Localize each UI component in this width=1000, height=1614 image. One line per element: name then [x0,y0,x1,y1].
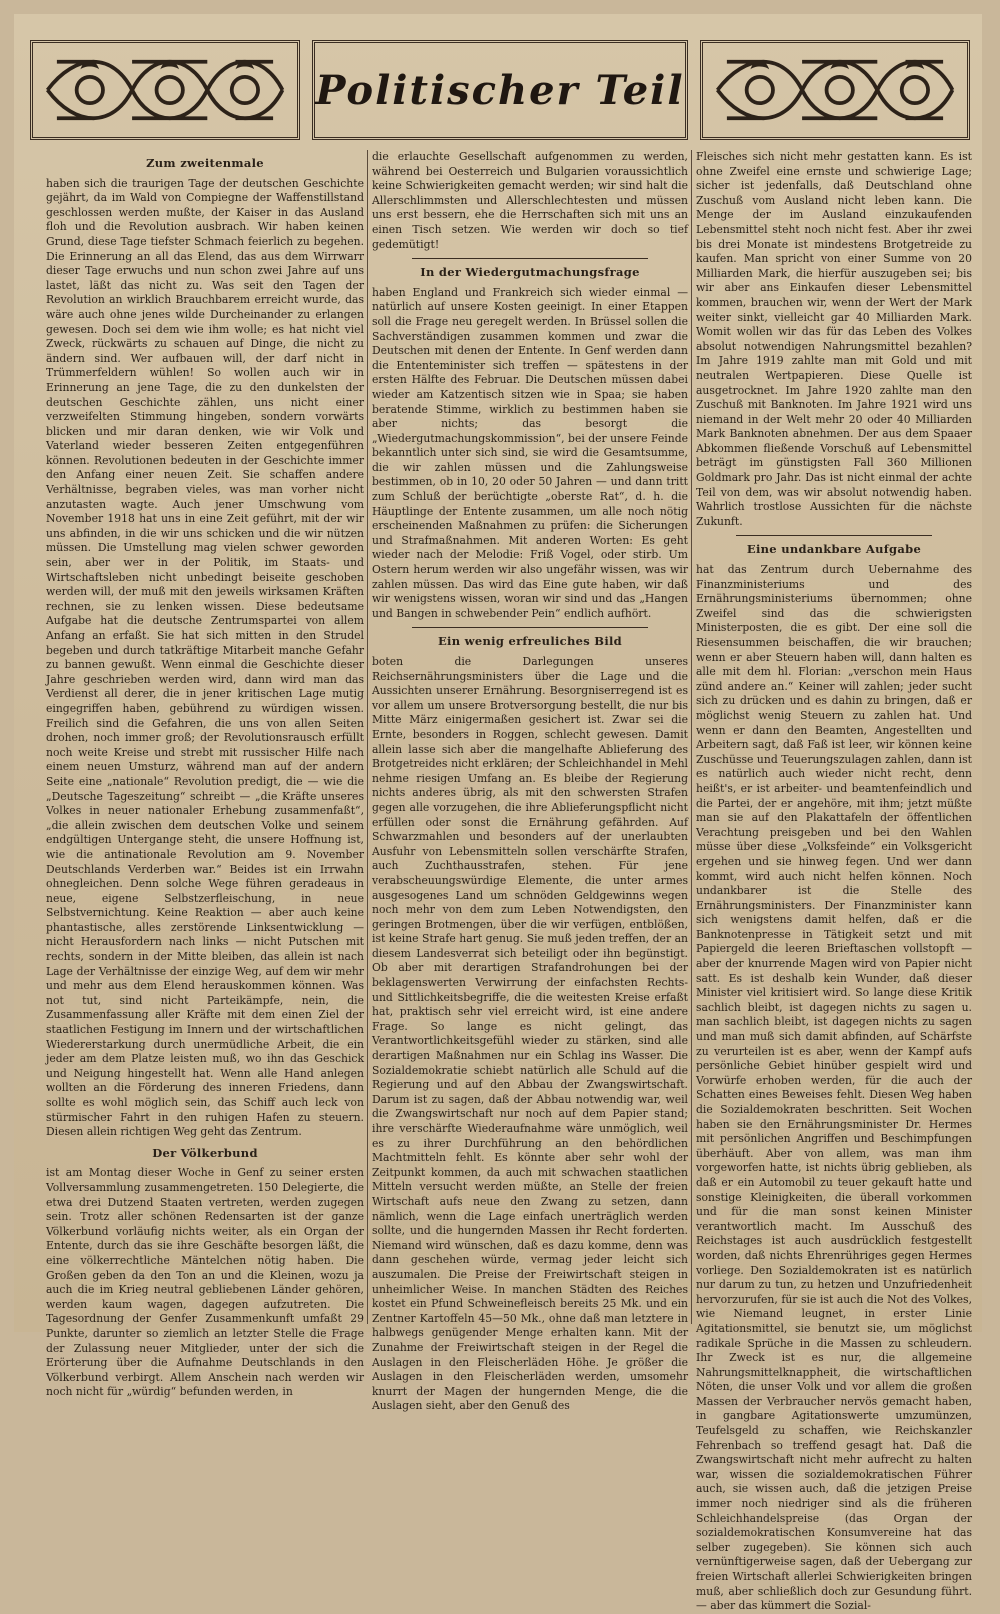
art-nouveau-ornament [703,43,967,137]
article-body: haben England und Frankreich sich wieder einmal — natürlich auf unsere Kosten geeinigt. In einer Etappen soll die Frage neu geregelt werden. In Brüssel sollen die Sachverständigen zusammen kommen und zwar die Deutschen mit denen der Entente. In Genf werden dann die Ententeminister sich treffen — spätestens in der ersten Hälfte des Februar. Die Deutschen müssen dabei wieder am Katzentisch sitzen wie in Spaa; sie haben beratende Stimme, wirklich zu bestimmen haben sie aber nichts; das besorgt die „Wiedergutmachungskommission“, bei der unsere Feinde bekanntlich unter sich sind, sie wird die Gesamtsumme, die wir zahlen müssen und die Zahlungsweise bestimmen, ob in 10, 20 oder 50 Jahren — und dann tritt zum Schluß der berüchtigte „oberste Rat“, d. h. die Häuptlinge der Entente zusammen, um alle noch nötig erscheinenden Maßnahmen zu prüfen: die Sicherungen und Strafmaßnahmen. Mit anderen Worten: Es geht wieder nach der Melodie: Friß Vogel, oder stirb. Um Ostern herum werden wir also ungefähr wissen, was wir zahlen müssen. Das wird das Eine gute haben, wir daß wir wenigstens wissen, woran wir sind und das „Hangen und Bangen in schwebender Pein“ endlich aufhört. [372,285,688,620]
article-heading: In der Wiedergutmachungsfrage [420,265,640,280]
art-nouveau-ornament [33,43,297,137]
article-body: hat das Zentrum durch Uebernahme des Finanzministeriums und des Ernährungsministeriums übernommen; ohne Zweifel sind das die schwierigsten Ministerposten, die es gibt. Der eine soll die Riesensummen beischaffen, die wir brauchen; wenn er aber Steuern haben will, dann halten es alle mit dem hl. Florian: „verschon mein Haus zünd andere an.“ Keiner will zahlen; jeder sucht sich zu drücken und es dahin zu bringen, daß er möglichst wenig Steuern zu zahlen hat. Und wenn er dann den Beamten, Angestellten und Arbeitern sagt, daß Faß ist leer, wir können keine Zuschüsse und Teuerungszulagen zahlen, dann ist es natürlich auch wieder nicht recht, denn heißt's, er ist arbeiter- und beamtenfeindlich und die Partei, der er angehöre, mit ihm; jetzt müßte man sie auf den Plakattafeln der öffentlichen Verachtung preisgeben und bei den Wahlen müsse über diese „Volksfeinde“ ein Volksgericht ergehen und sie hinweg fegen. Und wer dann kommt, wird auch nicht helfen können. Noch undankbarer ist die Stelle des Ernährungsministers. Der Finanzminister kann sich wenigstens damit helfen, daß er die Banknotenpresse in Tätigkeit setzt und mit Papiergeld die leeren Brieftaschen vollstopft — aber der knurrende Magen wird von Papier nicht satt. Es ist deshalb kein Wunder, daß dieser Minister viel kritisiert wird. So lange diese Kritik sachlich bleibt, ist dagegen nichts zu sagen u. man sachlich bleibt, ist dagegen nichts zu sagen und man muß sich damit abfinden, auf Schärfste zu verurteilen ist es aber, wenn der Kampf aufs persönliche Gebiet hinüber gespielt wird und Vorwürfe erhoben werden, für die auch der Schatten eines Beweises fehlt. Diesen Weg haben die Sozialdemokraten beschritten. Seit Wochen haben sie den Ernährungsminister Dr. Hermes mit persönlichen Angriffen und Beschimpfungen überhäuft. Aber von allem, was man ihm vorgeworfen hatte, ist nichts übrig geblieben, als daß er ein Automobil zu teuer gekauft hatte und sonstige Kleinigkeiten, die überall vorkommen und für die man sonst keinen Minister verantwortlich macht. Im Ausschuß des Reichstages ist auch ausdrücklich festgestellt worden, daß nichts Ehrenrühriges gegen Hermes vorliege. Den Sozialdemokraten ist es natürlich nur darum zu tun, zu hetzen und Unzufriedenheit hervorzurufen, für sie ist auch die Not des Volkes, wie Niemand leugnet, in erster Linie Agitationsmittel, sie benutzt sie, um möglichst radikale Sprüche in die Massen zu schleudern. Ihr Zweck ist es nur, die allgemeine Nahrungsmittelknappheit, die wirtschaftlichen Nöten, die unser Volk und vor allem die großen Massen der Verbraucher nervös gemacht haben, in gangbare Agitationswerte umzumünzen, Teufelsgeld zu schaffen, wie Reichskanzler Fehrenbach so treffend gesagt hat. Daß die Zwangswirtschaft nicht mehr aufrecht zu halten war, wissen die sozialdemokratischen Führer auch, sie wissen auch, daß die jetzigen Preise immer noch niedriger sind als die früheren Schleichhandelspreise (das Organ der sozialdemokratischen Konsumvereine hat das selber zugegeben). Sie können sich auch vernünftigerweise sagen, daß der Uebergang zur freien Wirtschaft allerlei Schwierigkeiten bringen muß, aber schließlich doch zur Gesundung führt. — aber das kümmert die Sozial- [696,563,972,1613]
title-box [312,40,688,140]
article-divider [412,627,648,628]
column-rule [367,150,368,1324]
article-heading: Zum zweitenmale [146,156,264,170]
section-title: Politischer Teil [315,66,685,114]
column-3 [696,150,972,1613]
section-header [30,40,970,140]
article-heading: Eine undankbare Aufgabe [746,542,922,557]
article-divider [412,258,648,259]
column-2 [372,150,688,1413]
article-body: Fleisches sich nicht mehr gestatten kann. Es ist ohne Zweifel eine ernste und schwierige Lage; sicher ist jedenfalls, daß Deutschland ohne Zuschuß vom Ausland nicht leben kann. Die Menge der im Ausland einzukaufenden Lebensmittel steht noch nicht fest. Aber ihr zwei bis drei Monate ist mindestens Brotgetreide zu kaufen. Man spricht von einer Summe von 20 Milliarden Mark, die hierfür auszugeben sei; bis wir aber ans Einkaufen dieser Lebensmittel kommen, brauchen wir, wenn der Wert der Mark weiter sinkt, vielleicht gar 40 Milliarden Mark. Womit wollen wir das für das Leben des Volkes absolut notwendigen Nahrungsmittel bezahlen? Im Jahre 1919 zahlte man mit Gold und mit neutralen Wertpapieren. Diese Quelle ist ausgetrocknet. Im Jahre 1920 zahlte man den Zuschuß mit Banknoten. Im Jahre 1921 wird uns niemand in der Welt mehr 20 oder 40 Milliarden Mark Banknoten abnehmen. Der aus dem Spaaer Abkommen fließende Vorschuß auf Lebensmittel beträgt im günstigsten Fall 360 Millionen Goldmark pro Jahr. Das ist nicht einmal der achte Teil von dem, was wir absolut notwendig haben. Wahrlich trostlose Aussichten für die nächste Zukunft. [696,150,972,528]
article-heading: Der Völkerbund [152,1145,258,1160]
article-divider [736,535,932,536]
article-body: ist am Montag dieser Woche in Genf zu seiner ersten Vollversammlung zusammengetreten. 150 Delegierte, die etwa drei Dutzend Staaten vertreten, werden zugegen sein. Trotz aller schönen Redensarten ist der ganze Völkerbund vorläufig nichts weiter, als ein Organ der Entente, durch das sie ihre Geschäfte besorgen läßt, die eine völkerrechtliche Mäntelchen nötig haben. Die Großen geben da den Ton an und die Kleinen, wozu ja auch die im Krieg neutral gebliebenen Länder gehören, werden kaum wagen, dagegen aufzutreten. Die Tagesordnung der Genfer Zusammenkunft umfaßt 29 Punkte, darunter so ziemlich an letzter Stelle die Frage der Zulassung neuer Mitglieder, unter der sich die Erörterung über die Aufnahme Deutschlands in den Völkerbund verbirgt. Allem Anschein nach werden wir noch nicht für „würdig“ befunden werden, in [46,1166,364,1399]
article-heading: Ein wenig erfreuliches Bild [437,634,623,649]
column-1 [46,150,364,1399]
article-body: haben sich die traurigen Tage der deutschen Geschichte gejährt, da im Wald von Compiegne der Waffenstillstand geschlossen werden mußte, der Kaiser in das Ausland floh und die Revolution ausbrach. Wir haben keinen Grund, diese Tage tiefster Schmach feierlich zu begehen. Die Erinnerung an all das Elend, das aus dem Wirrwarr dieser Tage erwuchs und nun schon zwei Jahre auf uns lastet, läßt das nicht zu. Was seit den Tagen der Revolution an wirklich Brauchbarem erreicht wurde, das wäre auch ohne jenes wilde Durcheinander zu erlangen gewesen. Doch sei dem wie ihm wolle; es hat nicht viel Zweck, rückwärts zu schauen auf Dinge, die nicht zu ändern sind. Wer aufbauen will, der darf nicht in Trümmerfeldern wühlen! So wollen auch wir in Erinnerung an jene Tage, die zu den dunkelsten der deutschen Geschichte zählen, uns nicht einer verzweifelten Stimmung hingeben, sondern vorwärts blicken und mir daran denken, wie wir Volk und Vaterland wieder besseren Zeiten entgegenführen können. Revolutionen bedeuten in der Geschichte immer den Anfang einer neuen Zeit. Sie schaffen andere Verhältnisse, begraben vieles, was man vorher nicht anzutasten wagte. Auch jener Umschwung vom November 1918 hat uns in eine Zeit geführt, mit der wir uns abfinden, in die wir uns schicken und die wir nützen müssen. Die Umstellung mag vielen schwer geworden sein, aber wer in der Politik, im Staats- und Wirtschaftsleben nicht unbedingt beiseite geschoben werden will, der muß mit den jeweils wirksamen Kräften rechnen, sie zu lenken wissen. Diese bedeutsame Aufgabe hat die deutsche Zentrumspartei von allem Anfang an erfaßt. Sie hat sich mitten in den Strudel begeben und durch tatkräftige Mitarbeit manche Gefahr zu bannen gewußt. Wenn einmal die Geschichte dieser Jahre geschrieben werden wird, dann wird man das Verdienst all derer, die in jener kritischen Lage mutig eingegriffen haben, gebührend zu würdigen wissen. Freilich sind die Gefahren, die uns von allen Seiten drohen, noch immer groß; der Revolutionsrausch erfüllt noch weite Kreise und strebt mit russischer Hilfe nach einem neuen Umsturz, während man auf der andern Seite eine „nationale“ Revolution predigt, die — wie die „Deutsche Tageszeitung“ schreibt — „die Kräfte unseres Volkes in neuer nationaler Erhebung zusammenfaßt“, „die allein zwischen dem deutschen Volke und seinem endgültigen Untergange steht, die unsere Hoffnung ist, wie die antinationale Revolution am 9. November Deutschlands Verderben war.“ Beides ist ein Irrwahn ohnegleichen. Denn solche Wege führen geradeaus in neue, eigene Selbstzerfleischung, in neue Selbstvernichtung. Keine Reaktion — aber auch keine phantastische, alles zerstörende Linksentwicklung — nicht Herausfordern nach links — nicht Putschen mit rechts, sondern in der Mitte bleiben, das allein ist nach Lage der Verhältnisse der einzige Weg, auf dem wir mehr und mehr aus dem Elend herauskommen können. Was not tut, sind nicht Parteikämpfe, nein, die Zusammenfassung aller Kräfte mit dem einen Ziel der staatlichen Festigung im Innern und der wirtschaftlichen Wiedererstarkung durch unermüdliche Arbeit, die ein jeder am dem Platze leisten muß, wo ihn das Geschick und Neigung hingestellt hat. Wenn alle Hand anlegen wollten an die Förderung des inneren Friedens, dann sollte es wohl möglich sein, das Schiff auch leck von stürmischer Fahrt in den ruhigen Hafen zu steuern. Diesen allein richtigen Weg geht das Zentrum. [46,176,364,1139]
article-body: boten die Darlegungen unseres Reichsernährungsministers über die Lage und die Aussichten unserer Ernährung. Besorgniserregend ist es vor allem um unsere Brotversorgung bestellt, die nur bis Mitte März einigermaßen gesichert ist. Zwar sei die Ernte, besonders in Roggen, schlecht gewesen. Damit allein lasse sich aber die mangelhafte Ablieferung des Brotgetreides nicht erklären; der Schleichhandel in Mehl nehme riesigen Umfang an. Es bleibe der Regierung nichts anderes übrig, als mit den schwersten Strafen gegen alle vorzugehen, die ihre Ablieferungspflicht nicht erfüllen oder sonst die Ernährung gefährden. Auf Schwarzmahlen und besonders auf der unerlaubten Ausfuhr von Lebensmitteln sollen verschärfte Strafen, auch Zuchthausstrafen, stehen. Für jene verabscheuungswürdige Elemente, die unter armes ausgesogenes Land um schnöden Geldgewinns wegen noch mehr von dem zum Leben Notwendigsten, den geringen Brotmengen, über die wir verfügen, entblößen, ist keine Strafe hart genug. Sie muß jeden treffen, der an diesem Landesverrat sich beteiligt oder ihn begünstigt. Ob aber mit derartigen Strafandrohungen bei der beklagenswerten Verwirrung der einfachsten Rechts- und Sittlichkeitsbegriffe, die die weitesten Kreise erfaßt hat, praktisch sehr viel erreicht wird, ist eine andere Frage. So lange es nicht gelingt, das Verantwortlichkeitsgefühl wieder zu stärken, sind alle derartigen Maßnahmen nur ein Schlag ins Wasser. Die Sozialdemokratie schiebt natürlich alle Schuld auf die Regierung und auf den Abbau der Zwangswirtschaft. Darum ist zu sagen, daß der Abbau notwendig war, weil die Zwangswirtschaft nur noch auf dem Papier stand; ihre verschärfte Wiederaufnahme wäre unmöglich, weil es zu ihrer Durchführung an den behördlichen Machtmitteln fehlt. Es könnte aber sehr wohl der Zeitpunkt kommen, da auch mit schwachen staatlichen Mitteln versucht werden müßte, an Stelle der freien Wirtschaft aufs neue den Zwang zu setzen, dann nämlich, wenn die Lage einfach unerträglich werden sollte, und die hungernden Massen ihr Recht forderten. Niemand wird wünschen, daß es dazu komme, denn was dann geschehen würde, vermag jeder leicht sich auszumalen. Die Preise der Freiwirtschaft steigen in unheimlicher Weise. In manchen Städten des Reiches kostet ein Pfund Schweinefleisch bereits 25 Mk. und ein Zentner Kartoffeln 45—50 Mk., ohne daß man letztere in halbwegs genügender Menge erhalten kann. Mit der Zunahme der Freiwirtschaft steigen in der Regel die Auslagen in den Fleischerläden Höhe. Je größer die Auslagen in den Fleischerläden werden, umsomehr knurrt der Magen der hungernden Menge, die die Auslagen sieht, aber den Genuß des [372,655,688,1413]
column-rule [691,150,692,1324]
ornament-right [700,40,970,140]
ornament-left [30,40,300,140]
article-body: die erlauchte Gesellschaft aufgenommen zu werden, während bei Oesterreich und Bulgarien voraussichtlich keine Schwierigkeiten gemacht werden; wir sind halt die Allerschlimmsten und Allerschlechtesten und müssen uns erst bessern, ehe die Herrschaften sich mit uns an einen Tisch setzen. Wie werden wir doch so tief gedemütigt! [372,150,688,251]
